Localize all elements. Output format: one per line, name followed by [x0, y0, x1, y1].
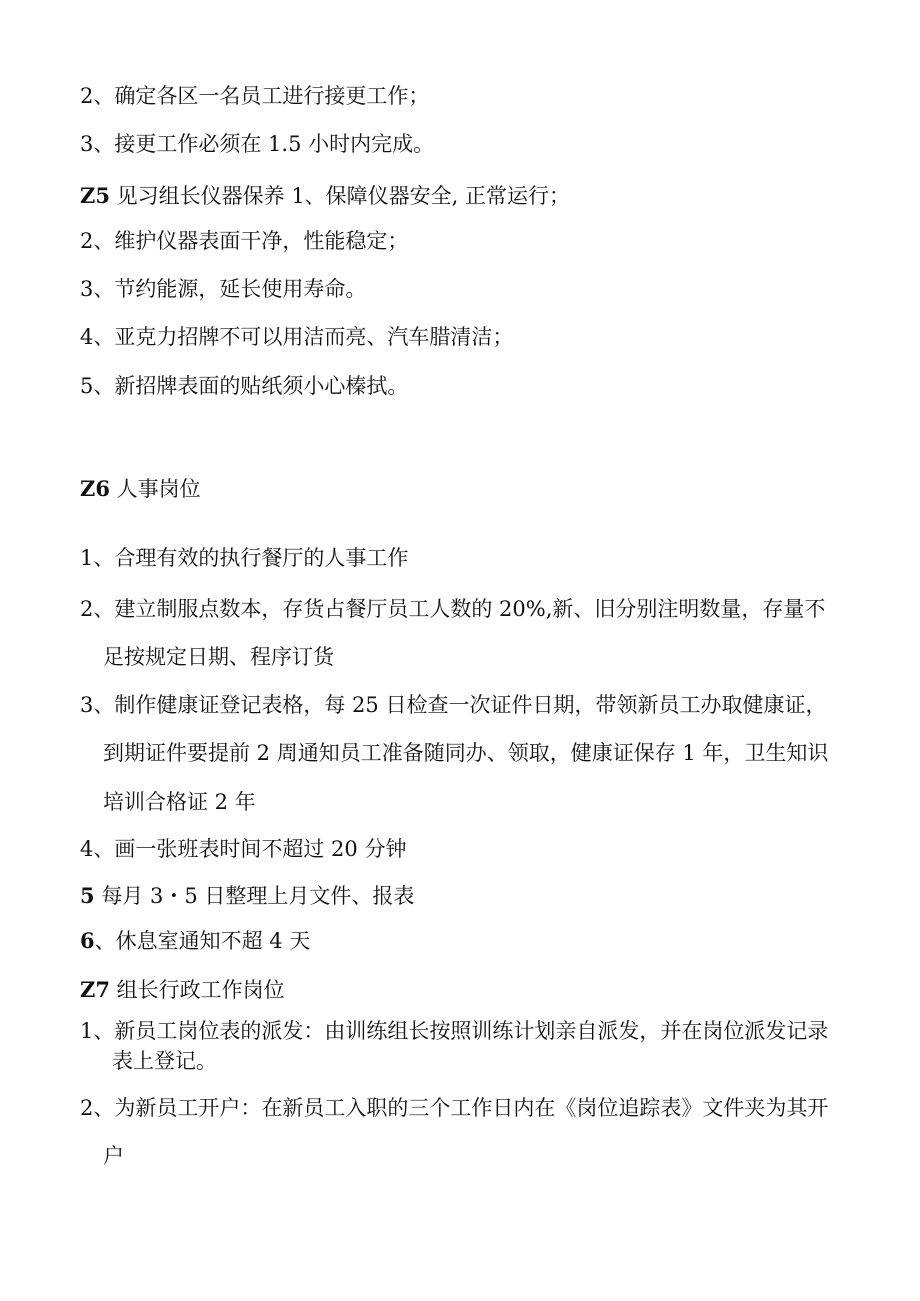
line-text: 、合理有效的执行餐厅的人事工作: [93, 546, 409, 570]
line-text: 、建立制服点数本，存货占餐厅员工人数的 20%,新、旧分别注明数量，存量不: [93, 597, 826, 621]
line-text: 、新员工岗位表的派发：由训练组长按照训练计划亲自派发，并在岗位派发记录: [93, 1019, 829, 1043]
line-text: 足按规定日期、程序订货: [103, 645, 334, 669]
line-4-acrylic-sign: [80, 325, 513, 349]
line-number: 1: [80, 546, 94, 570]
line-3-save-energy: [80, 277, 366, 301]
line-text: 、休息室通知不超 4 天: [94, 929, 311, 953]
line-2-uniform-book: [80, 597, 825, 621]
line-number: 5: [80, 374, 94, 398]
line-2-assign-staff: [80, 84, 429, 108]
line-1-hr-work: [80, 546, 408, 570]
section-number: Z7: [80, 977, 110, 1002]
line-text: 每月 3・5 日整理上月文件、报表: [101, 884, 415, 908]
line-text: 、新招牌表面的贴纸须小心榛拭。: [93, 374, 409, 398]
line-text: 到期证件要提前 2 周通知员工准备随同办、领取，健康证保存 1 年，卫生知识: [103, 741, 829, 765]
line-6-break-room: [80, 929, 310, 953]
line-number: 4: [80, 837, 94, 861]
line-text: 、维护仪器表面干净，性能稳定；: [93, 229, 409, 253]
line-number: 4: [80, 325, 94, 349]
line-number: 2: [80, 229, 94, 253]
line-text: 、节约能源，延长使用寿命。: [93, 277, 367, 301]
line-2-continued: [103, 1144, 124, 1168]
line-4-schedule: [80, 837, 406, 861]
line-number: 5: [80, 883, 95, 908]
line-text: 培训合格证 2 年: [103, 790, 256, 814]
line-3-handover-time: [80, 132, 434, 156]
line-number: 3: [80, 132, 94, 156]
line-number: 3: [80, 277, 94, 301]
line-text: 组长行政工作岗位: [116, 978, 285, 1002]
line-text: 、制作健康证登记表格，每 25 日检查一次证件日期，带领新员工办取健康证，: [93, 693, 827, 717]
line-number: 1: [80, 1019, 94, 1043]
line-text: 、确定各区一名员工进行接更工作；: [93, 84, 430, 108]
line-number: 2: [80, 597, 94, 621]
line-1-continued: [112, 1049, 217, 1073]
line-text: 户: [103, 1144, 124, 1168]
line-3-health-certificate: [80, 693, 826, 717]
section-number: Z5: [80, 183, 110, 208]
line-3-continued-1: [103, 741, 828, 765]
line-1-post-sheet: [80, 1019, 828, 1043]
line-number: 3: [80, 693, 94, 717]
section-z6-heading: [80, 477, 201, 501]
line-5-monthly-files: [80, 884, 414, 908]
line-2-open-account: [80, 1096, 828, 1120]
line-2-maintain-surface: [80, 229, 408, 253]
section-z7-heading: [80, 978, 285, 1002]
line-text: 人事岗位: [116, 477, 201, 501]
line-text: 、画一张班表时间不超过 20 分钟: [93, 837, 407, 861]
line-number: 2: [80, 1096, 94, 1120]
line-2-continued: [103, 645, 334, 669]
line-text: 见习组长仪器保养 1、保障仪器安全, 正常运行；: [116, 184, 571, 208]
line-text: 、接更工作必须在 1.5 小时内完成。: [93, 132, 435, 156]
line-number: 2: [80, 84, 94, 108]
line-text: 、为新员工开户：在新员工入职的三个工作日内在《岗位追踪表》文件夹为其开: [93, 1096, 829, 1120]
line-number: 6: [80, 928, 95, 953]
section-number: Z6: [80, 476, 110, 501]
line-text: 、亚克力招牌不可以用洁而亮、汽车腊清洁；: [93, 325, 514, 349]
section-z5-heading: [80, 184, 570, 208]
line-3-continued-2: [103, 790, 256, 814]
line-5-sign-sticker: [80, 374, 408, 398]
line-text: 表上登记。: [112, 1049, 217, 1073]
